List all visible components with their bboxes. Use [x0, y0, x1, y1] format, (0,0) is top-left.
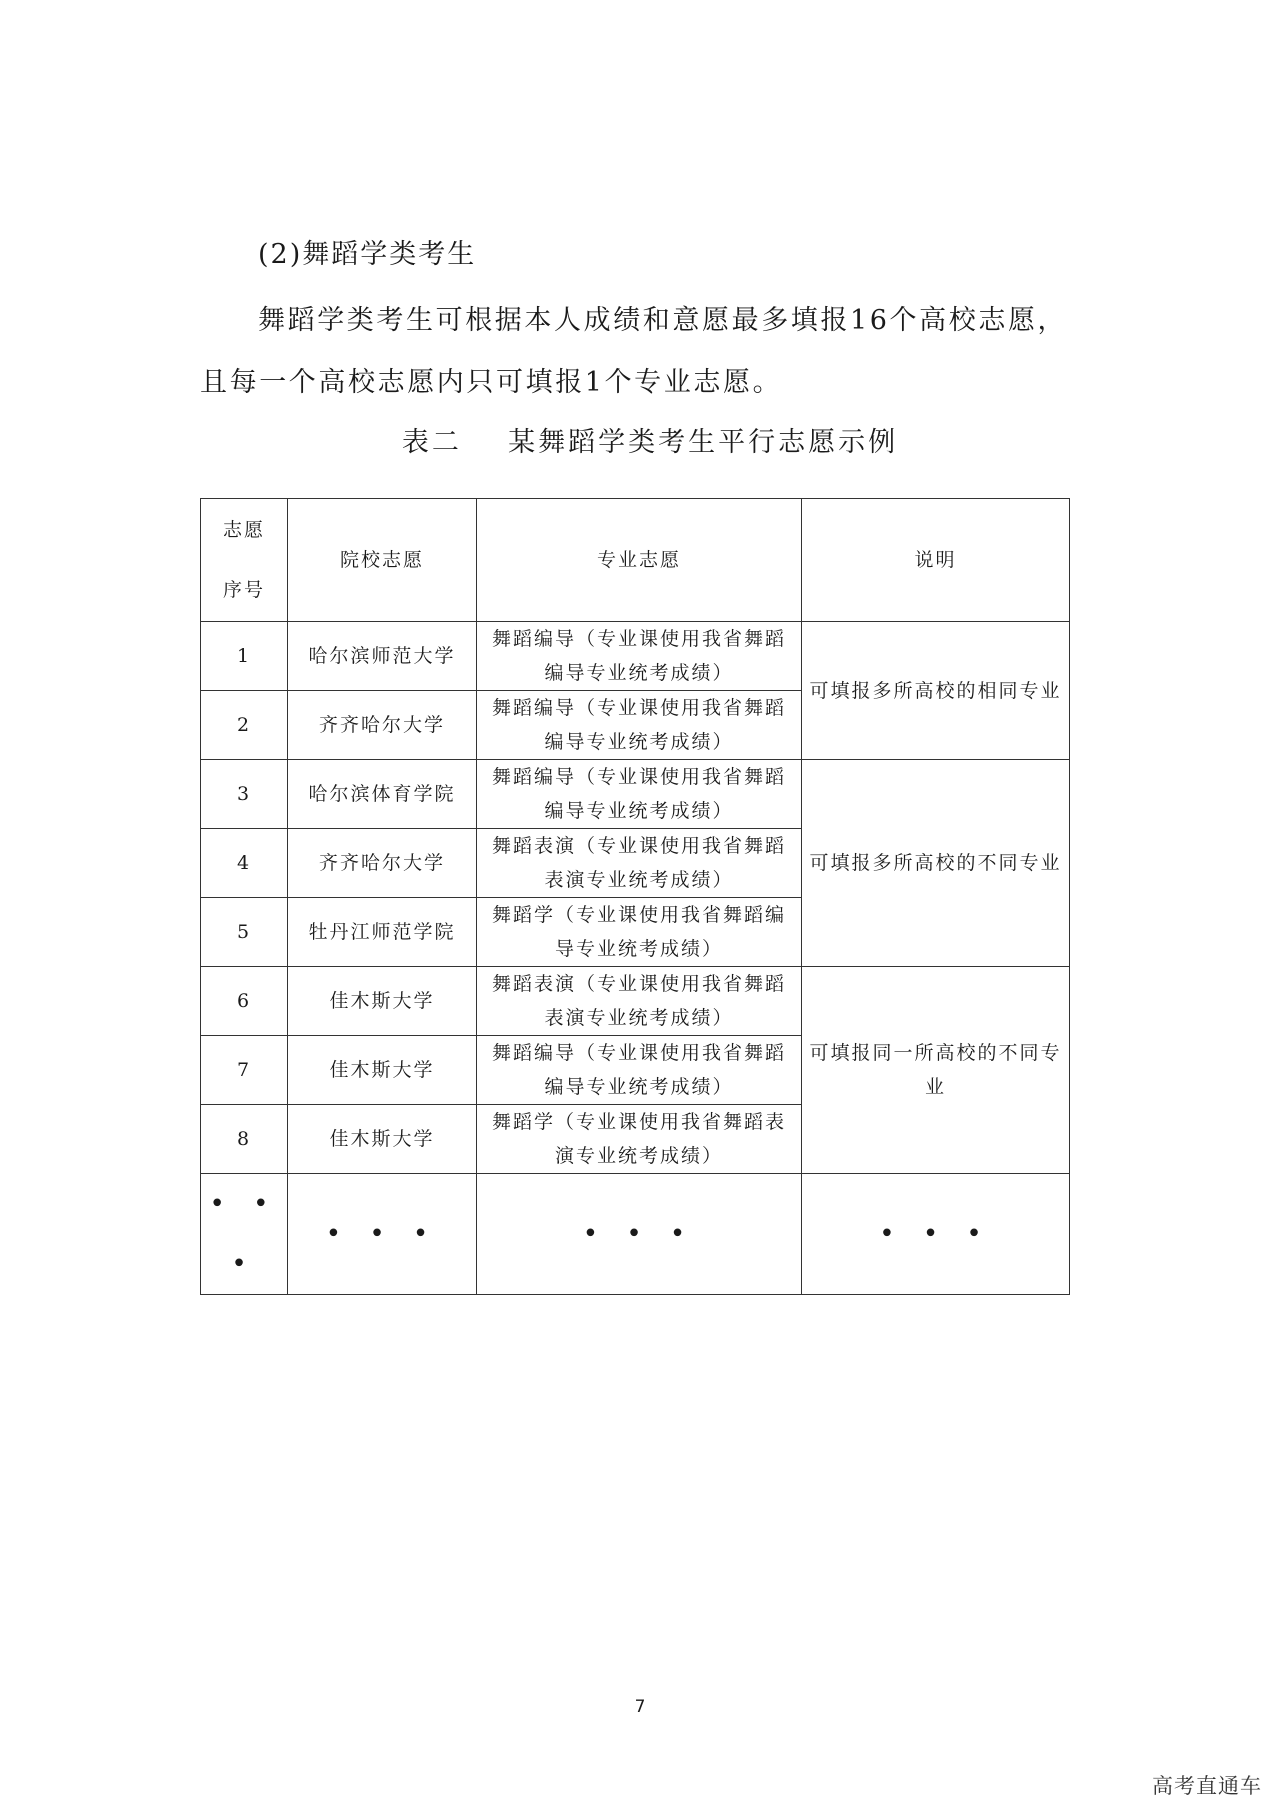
note-diff-major-same-school: 可填报同一所高校的不同专业: [802, 967, 1070, 1174]
row-seq: 6: [201, 967, 288, 1036]
row-major: 舞蹈编导（专业课使用我省舞蹈编导专业统考成绩）: [477, 760, 802, 829]
paragraph-line-2: 且每一个高校志愿内只可填报1个专业志愿。: [200, 367, 783, 398]
header-major: 专业志愿: [477, 499, 802, 622]
table-row: [201, 760, 1070, 829]
row-school: 牡丹江师范学院: [288, 898, 477, 967]
ellipsis-cell: • • •: [201, 1174, 288, 1295]
header-seq: [201, 499, 288, 622]
header-note: 说明: [802, 499, 1070, 622]
row-seq: 2: [201, 691, 288, 760]
header-seq-line2: 序号: [222, 579, 265, 601]
table-row: [201, 622, 1070, 691]
table-header-row: [201, 499, 1070, 622]
row-major: 舞蹈编导（专业课使用我省舞蹈编导专业统考成绩）: [477, 622, 802, 691]
row-seq: 8: [201, 1105, 288, 1174]
row-seq: 4: [201, 829, 288, 898]
table-caption: 表二 某舞蹈学类考生平行志愿示例: [401, 427, 899, 458]
row-major: 舞蹈学（专业课使用我省舞蹈编导专业统考成绩）: [477, 898, 802, 967]
volunteer-plan-table: [200, 498, 1070, 1295]
row-school: 齐齐哈尔大学: [288, 691, 477, 760]
header-school: 院校志愿: [288, 499, 477, 622]
row-major: 舞蹈编导（专业课使用我省舞蹈编导专业统考成绩）: [477, 1036, 802, 1105]
header-seq-line1: 志愿: [222, 519, 265, 541]
watermark: 高考直通车: [1152, 1774, 1262, 1798]
row-school: 佳木斯大学: [288, 1105, 477, 1174]
row-major: 舞蹈表演（专业课使用我省舞蹈表演专业统考成绩）: [477, 967, 802, 1036]
ellipsis-row: [201, 1174, 1070, 1295]
row-school: 佳木斯大学: [288, 967, 477, 1036]
row-seq: 5: [201, 898, 288, 967]
section-heading: (2)舞蹈学类考生: [258, 239, 477, 270]
row-major: 舞蹈表演（专业课使用我省舞蹈表演专业统考成绩）: [477, 829, 802, 898]
table-row: [201, 967, 1070, 1036]
row-major: 舞蹈学（专业课使用我省舞蹈表演专业统考成绩）: [477, 1105, 802, 1174]
row-major: 舞蹈编导（专业课使用我省舞蹈编导专业统考成绩）: [477, 691, 802, 760]
row-school: 哈尔滨师范大学: [288, 622, 477, 691]
row-school: 齐齐哈尔大学: [288, 829, 477, 898]
row-seq: 3: [201, 760, 288, 829]
ellipsis-cell: • • •: [477, 1174, 802, 1295]
row-seq: 1: [201, 622, 288, 691]
paragraph-line-1: 舞蹈学类考生可根据本人成绩和意愿最多填报16个高校志愿，: [258, 305, 1068, 336]
ellipsis-cell: • • •: [802, 1174, 1070, 1295]
page-number: 7: [634, 1697, 646, 1717]
ellipsis-cell: • • •: [288, 1174, 477, 1295]
note-same-major-multi-school: 可填报多所高校的相同专业: [802, 622, 1070, 760]
note-diff-major-multi-school: 可填报多所高校的不同专业: [802, 760, 1070, 967]
row-school: 哈尔滨体育学院: [288, 760, 477, 829]
row-seq: 7: [201, 1036, 288, 1105]
row-school: 佳木斯大学: [288, 1036, 477, 1105]
